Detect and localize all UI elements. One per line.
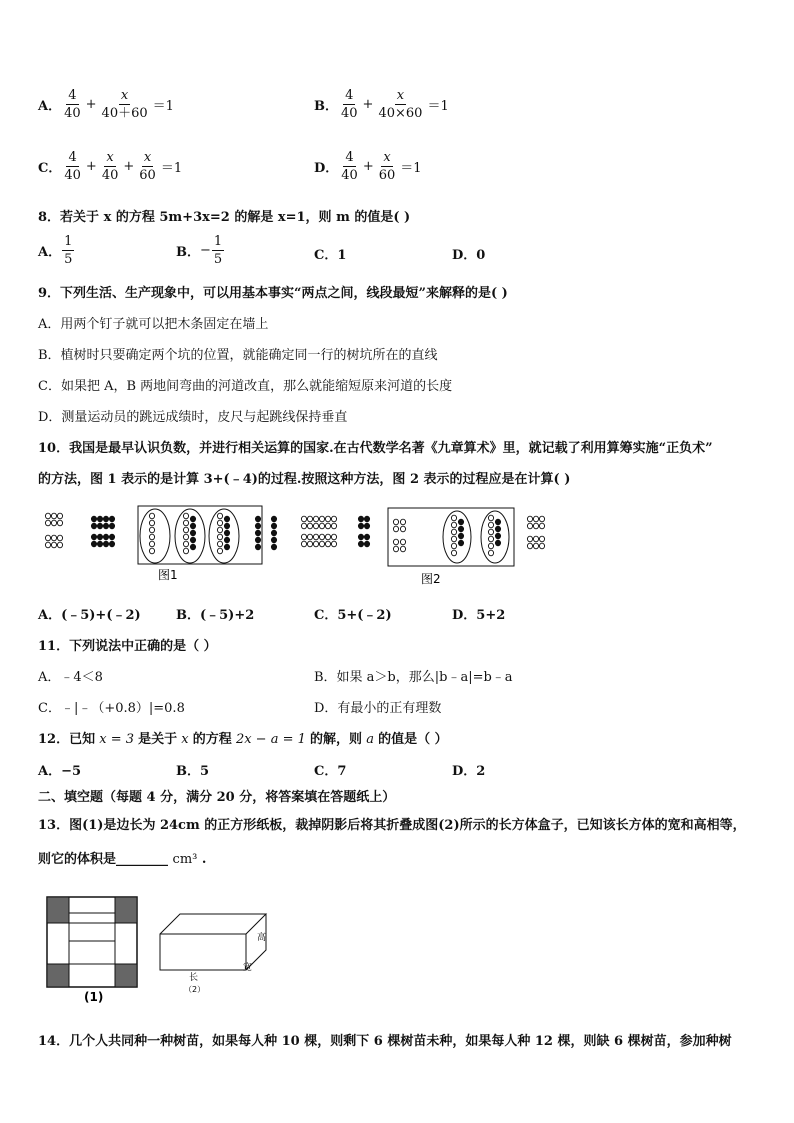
counting-rod-white: [307, 516, 312, 522]
counting-rod-black: [255, 530, 260, 536]
counting-rod-white: [393, 519, 398, 525]
q7d-fraction-2: [377, 150, 398, 183]
counting-rod-black: [224, 523, 229, 529]
counting-rod-white: [217, 534, 222, 540]
q7c-f2-num: x: [106, 150, 114, 165]
counting-rod-black: [358, 516, 363, 522]
counting-rod-white: [149, 541, 154, 547]
q10-option-c: C．5+(﹣2): [314, 608, 392, 623]
q8b-num: 1: [213, 234, 223, 249]
counting-rod-white: [400, 519, 405, 525]
counting-rod-black: [271, 537, 276, 543]
q7b-f1-num: 4: [345, 88, 354, 103]
counting-rod-black: [358, 541, 363, 547]
q8-option-b-label: B．: [176, 245, 200, 260]
counting-rod-white: [301, 516, 306, 522]
counting-rod-white: [217, 513, 222, 519]
counting-rod-white: [451, 550, 456, 556]
q7b-plus: +: [362, 97, 374, 112]
q8a-fraction: [62, 234, 74, 267]
counting-rod-black: [271, 544, 276, 550]
q13-fig1-square: [47, 897, 137, 987]
counting-rod-white: [325, 534, 330, 540]
counting-rod-white: [307, 523, 312, 529]
q9-option-b: B．植树时只要确定两个坑的位置，就能确定同一行的树坑所在的直线: [38, 348, 438, 363]
q12-stem-d: 的解，则: [310, 732, 363, 747]
counting-rod-white: [451, 536, 456, 542]
counting-rod-black: [458, 533, 463, 539]
counting-rod-white: [319, 516, 324, 522]
section-2-heading: 二、填空题（每题 4 分，满分 20 分，将答案填在答题纸上）: [38, 790, 396, 805]
counting-rod-white: [149, 534, 154, 540]
counting-rod-black: [97, 516, 102, 522]
counting-rod-white: [149, 548, 154, 554]
q7c-f3-den: 60: [139, 168, 156, 183]
q7b-fraction-2: [376, 88, 424, 121]
counting-rod-white: [149, 513, 154, 519]
q11-option-a: A．﹣4＜8: [38, 670, 103, 685]
q7d-f2-den: 60: [378, 168, 396, 183]
counting-rod-white: [539, 516, 544, 522]
counting-rod-white: [331, 516, 336, 522]
counting-rod-white: [51, 542, 56, 548]
counting-rod-black: [109, 516, 114, 522]
counting-rod-white: [533, 523, 538, 529]
counting-rod-white: [539, 523, 544, 529]
counting-rod-white: [331, 534, 336, 540]
counting-rod-white: [307, 541, 312, 547]
q7-option-a-label: A．: [38, 99, 62, 114]
q8-option-d: D．0: [452, 248, 486, 263]
counting-rod-white: [313, 541, 318, 547]
q7c-f3-num: x: [143, 150, 152, 165]
q8-stem: 8．若关于 x 的方程 5m+3x=2 的解是 x=1，则 m 的值是( ): [38, 210, 411, 225]
counting-rod-black: [190, 523, 195, 529]
counting-rod-black: [364, 541, 369, 547]
q9-option-d: D．测量运动员的跳远成绩时，皮尺与起跳线保持垂直: [38, 410, 348, 425]
counting-rod-white: [393, 539, 398, 545]
q10-stem-line2: 的方法，图 1 表示的是计算 3+(﹣4)的过程.按照这种方法，图 2 表示的过程应是在计算( ): [38, 472, 571, 487]
counting-rod-black: [255, 537, 260, 543]
q12-eq1: x = 3: [99, 732, 134, 747]
q7c-fraction-3: [137, 150, 158, 183]
counting-rod-white: [313, 534, 318, 540]
q13-stem2-text: 则它的体积是________: [38, 852, 169, 867]
q8a-num: 1: [64, 234, 73, 249]
q7b-rhs: ＝1: [427, 99, 449, 114]
q7b-f2-den: 40×60: [378, 106, 423, 121]
q7a-fraction-2: [100, 88, 150, 121]
q7c-f2-den: 40: [101, 168, 119, 183]
q8b-den: 5: [213, 252, 223, 267]
counting-rod-white: [217, 548, 222, 554]
q7b-f2-num: x: [396, 88, 405, 103]
q13-figures: [44, 894, 274, 1014]
fig2-ellipse-2: [481, 511, 509, 563]
counting-rod-white: [149, 527, 154, 533]
counting-rod-white: [217, 520, 222, 526]
counting-rod-white: [325, 541, 330, 547]
counting-rod-black: [271, 523, 276, 529]
counting-rod-white: [527, 536, 532, 542]
q7d-f1-num: 4: [345, 150, 354, 165]
q7c-rhs: ＝1: [160, 161, 183, 176]
counting-rod-white: [319, 541, 324, 547]
counting-rod-white: [319, 534, 324, 540]
fig1-ellipse-1: [140, 509, 170, 563]
q7c-f1-num: 4: [68, 150, 77, 165]
q9-option-c: C．如果把 A，B 两地间弯曲的河道改直，那么就能缩短原来河道的长度: [38, 379, 453, 394]
q7c-f1-den: 40: [64, 168, 81, 183]
q11-stem: 11．下列说法中正确的是（ ）: [38, 639, 217, 654]
counting-rod-black: [224, 516, 229, 522]
counting-rod-white: [451, 515, 456, 521]
q8a-den: 5: [64, 252, 73, 267]
counting-rod-black: [190, 544, 195, 550]
counting-rods-figure: [36, 500, 566, 592]
shaded-corner: [47, 897, 69, 923]
q7a-rhs: ＝1: [152, 99, 174, 114]
counting-rod-white: [183, 548, 188, 554]
counting-rod-white: [57, 542, 62, 548]
counting-rod-white: [488, 550, 493, 556]
counting-rod-black: [103, 516, 108, 522]
counting-rod-white: [400, 546, 405, 552]
q13-stem-line1: 13．图(1)是边长为 24cm 的正方形纸板，裁掉阴影后将其折叠成图(2)所示的长方体盒子，已知该长方体的宽和高相等，: [38, 818, 746, 833]
counting-rod-black: [495, 526, 500, 532]
counting-rod-white: [183, 527, 188, 533]
q7d-rhs: ＝1: [400, 161, 422, 176]
q10-option-a: A．(﹣5)+(﹣2): [38, 608, 141, 623]
q13-fig1-caption: (1): [84, 990, 104, 1004]
counting-rod-white: [51, 535, 56, 541]
counting-rod-black: [91, 523, 96, 529]
counting-rod-black: [495, 519, 500, 525]
q8-option-b: [176, 234, 225, 267]
counting-rod-white: [45, 513, 50, 519]
counting-rod-black: [364, 534, 369, 540]
shaded-corner: [47, 964, 69, 987]
counting-rod-white: [57, 513, 62, 519]
q13-fig2-caption: （2）: [184, 985, 206, 994]
q9-option-a: A．用两个钉子就可以把木条固定在墙上: [38, 317, 269, 332]
q10-option-d: D．5+2: [452, 608, 506, 623]
counting-rod-white: [527, 523, 532, 529]
counting-rod-white: [488, 543, 493, 549]
counting-rod-black: [255, 516, 260, 522]
q12-eq2: 2x − a = 1: [235, 732, 306, 747]
q12-stem-a: 12．已知: [38, 732, 96, 747]
counting-rod-white: [51, 520, 56, 526]
q12-stem-c: 的方程: [192, 732, 232, 747]
q7a-f1-den: 40: [64, 106, 81, 121]
counting-rod-white: [488, 536, 493, 542]
counting-rod-white: [45, 520, 50, 526]
q7d-fraction-1: [339, 150, 360, 183]
q12-option-d: D．2: [452, 764, 486, 779]
counting-rod-white: [539, 543, 544, 549]
q12-var: x: [181, 732, 189, 747]
counting-rod-white: [533, 536, 538, 542]
q7c-plus-1: +: [85, 159, 97, 174]
counting-rod-black: [103, 534, 108, 540]
counting-rod-black: [97, 541, 102, 547]
q11-option-b: B．如果 a＞b，那么|b﹣a|=b﹣a: [314, 670, 513, 685]
counting-rod-black: [255, 544, 260, 550]
counting-rod-white: [45, 542, 50, 548]
counting-rod-white: [533, 543, 538, 549]
counting-rod-black: [190, 516, 195, 522]
q12-option-c: C．7: [314, 764, 347, 779]
q7d-f1-den: 40: [341, 168, 358, 183]
q12-option-a: A．−5: [38, 764, 82, 779]
counting-rod-white: [319, 523, 324, 529]
q13-label-length: 长: [189, 973, 199, 983]
q12-stem-b: 是关于: [138, 732, 178, 747]
q9-stem: 9．下列生活、生产现象中，可以用基本事实“两点之间，线段最短”来解释的是( ): [38, 286, 508, 301]
shaded-corner: [115, 897, 137, 923]
q10-option-b: B．(﹣5)+2: [176, 608, 255, 623]
q7c-fraction-1: [62, 150, 83, 183]
counting-rod-black: [103, 541, 108, 547]
fig2-ellipse-1: [443, 511, 471, 563]
counting-rod-white: [451, 529, 456, 535]
counting-rod-black: [91, 541, 96, 547]
counting-rod-black: [255, 523, 260, 529]
counting-rod-white: [488, 515, 493, 521]
fig1-ellipse-2: [175, 509, 205, 563]
counting-rod-white: [51, 513, 56, 519]
q7d-f2-num: x: [383, 150, 391, 165]
counting-rod-black: [190, 530, 195, 536]
counting-rod-black: [109, 534, 114, 540]
counting-rod-black: [224, 537, 229, 543]
counting-rod-black: [495, 533, 500, 539]
q13-label-width: 宽: [243, 963, 253, 973]
counting-rod-black: [358, 534, 363, 540]
counting-rod-white: [183, 513, 188, 519]
counting-rod-white: [149, 520, 154, 526]
counting-rod-black: [271, 530, 276, 536]
q14-stem: 14．几个人共同种一种树苗，如果每人种 10 棵，则剩下 6 棵树苗未种，如果每人种 12 棵，则缺 6 棵树苗，参加种树: [38, 1034, 732, 1049]
q7c-plus-2: +: [123, 159, 135, 174]
q7-option-c: [38, 150, 184, 183]
shaded-corner: [115, 964, 137, 987]
q7b-f1-den: 40: [341, 106, 358, 121]
q7-option-d: [314, 150, 424, 183]
counting-rod-white: [331, 541, 336, 547]
q7-option-c-label: C．: [38, 161, 62, 176]
counting-rod-white: [57, 520, 62, 526]
counting-rod-white: [325, 516, 330, 522]
counting-rod-black: [364, 523, 369, 529]
counting-rod-black: [91, 534, 96, 540]
q8-option-a-label: A．: [38, 245, 62, 260]
q7-option-b-label: B．: [314, 99, 338, 114]
counting-rod-black: [224, 544, 229, 550]
counting-rod-white: [217, 527, 222, 533]
counting-rod-black: [458, 519, 463, 525]
counting-rod-black: [97, 534, 102, 540]
q12-stem: [38, 728, 448, 747]
counting-rod-black: [91, 516, 96, 522]
counting-rod-black: [495, 540, 500, 546]
q7a-plus: +: [85, 97, 97, 112]
q10-stem-line1: 10．我国是最早认识负数，并进行相关运算的国家.在古代数学名著《九章算术》里，就记载了利用算筹实施“正负术”: [38, 441, 713, 456]
counting-rod-black: [109, 541, 114, 547]
q8b-fraction: [212, 234, 224, 267]
counting-rod-black: [109, 523, 114, 529]
counting-rod-white: [313, 523, 318, 529]
q7a-f2-num: x: [120, 88, 129, 103]
counting-rod-white: [451, 522, 456, 528]
fig1-ellipse-3: [209, 509, 239, 563]
q7c-fraction-2: [100, 150, 121, 183]
counting-rod-white: [301, 534, 306, 540]
counting-rod-white: [451, 543, 456, 549]
counting-rod-white: [57, 535, 62, 541]
counting-rod-white: [393, 546, 398, 552]
counting-rod-black: [97, 523, 102, 529]
q11-option-c: C．﹣|﹣（+0.8）|=0.8: [38, 701, 185, 716]
counting-rod-black: [271, 516, 276, 522]
q13-stem-line2: [38, 848, 206, 867]
q13-period: .: [201, 852, 207, 867]
counting-rod-white: [325, 523, 330, 529]
counting-rod-white: [488, 529, 493, 535]
q7-option-b: [314, 88, 451, 121]
counting-rod-white: [307, 534, 312, 540]
counting-rod-white: [533, 516, 538, 522]
q12-option-b: B．5: [176, 764, 210, 779]
counting-rod-black: [103, 523, 108, 529]
counting-rod-black: [224, 530, 229, 536]
q12-var2: a: [366, 732, 374, 747]
counting-rod-white: [313, 516, 318, 522]
q7-option-a: [38, 88, 176, 121]
counting-rod-white: [183, 534, 188, 540]
q8-option-a: [38, 234, 75, 267]
q13-label-height: 高: [257, 933, 267, 943]
counting-rod-white: [527, 516, 532, 522]
counting-rod-black: [364, 516, 369, 522]
counting-rod-black: [458, 540, 463, 546]
q7a-f1-num: 4: [68, 88, 77, 103]
q13-unit: cm³: [172, 852, 198, 867]
fig1-caption: 图1: [158, 568, 178, 582]
counting-rod-white: [183, 520, 188, 526]
counting-rod-white: [400, 526, 405, 532]
counting-rod-white: [527, 543, 532, 549]
counting-rod-white: [393, 526, 398, 532]
q8b-sign: −: [200, 243, 211, 258]
counting-rod-black: [358, 523, 363, 529]
q8-option-c: C．1: [314, 248, 347, 263]
counting-rod-white: [539, 536, 544, 542]
q7b-fraction-1: [339, 88, 360, 121]
counting-rod-white: [45, 535, 50, 541]
q7d-plus: +: [362, 159, 374, 174]
counting-rod-white: [400, 539, 405, 545]
counting-rod-white: [331, 523, 336, 529]
counting-rod-black: [458, 526, 463, 532]
counting-rod-white: [488, 522, 493, 528]
q11-option-d: D．有最小的正有理数: [314, 701, 442, 716]
q7a-fraction-1: [62, 88, 83, 121]
q13-fig2-box: [160, 914, 266, 970]
counting-rod-white: [301, 541, 306, 547]
counting-rod-black: [190, 537, 195, 543]
q12-stem-e: 的值是（ ）: [378, 732, 448, 747]
counting-rod-white: [183, 541, 188, 547]
q7-option-d-label: D．: [314, 161, 339, 176]
q7a-f2-den: 40＋60: [101, 106, 148, 121]
fig2-caption: 图2: [421, 572, 441, 586]
counting-rod-white: [301, 523, 306, 529]
counting-rod-white: [217, 541, 222, 547]
